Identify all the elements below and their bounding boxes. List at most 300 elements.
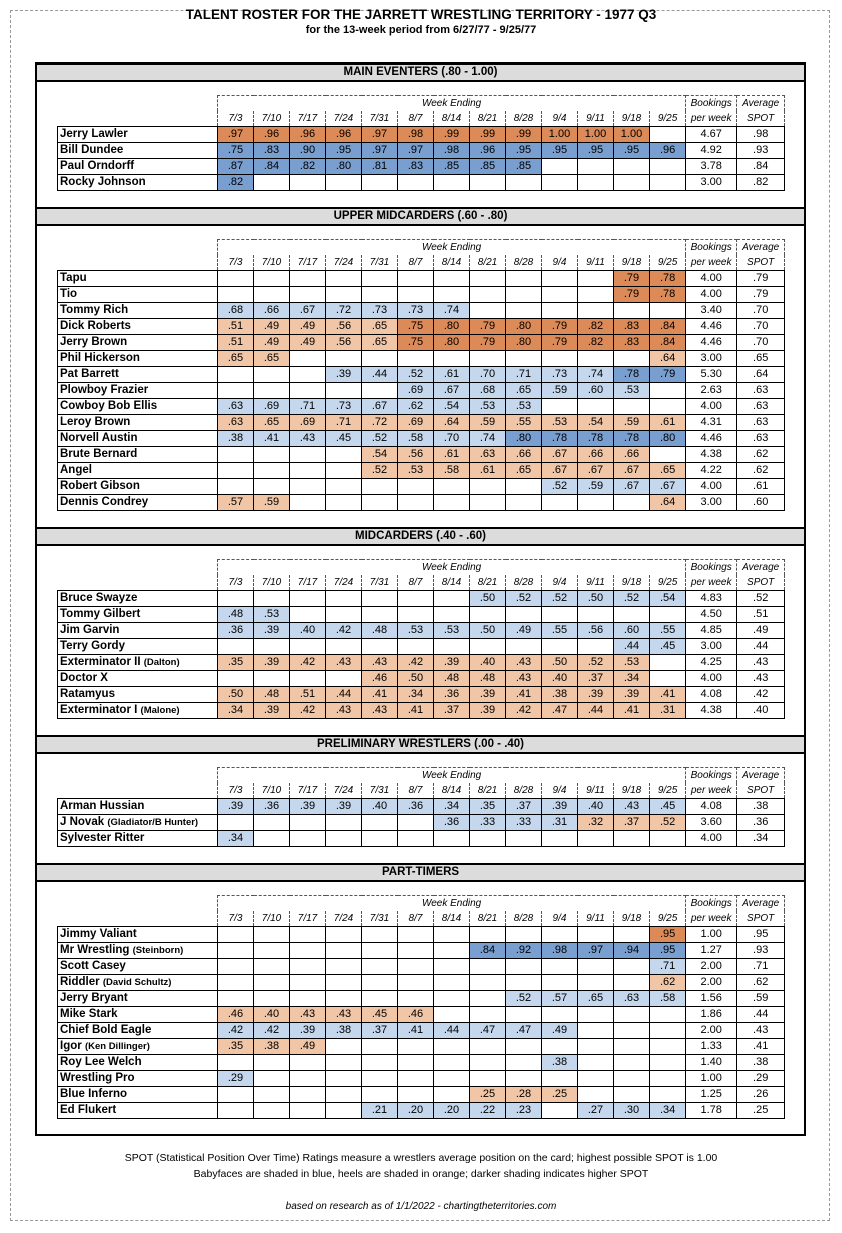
table-row [58, 799, 785, 815]
spot-cell [218, 463, 254, 479]
table-row [58, 175, 785, 191]
spot-cell [362, 831, 398, 847]
spot-cell: .81 [362, 159, 398, 175]
wrestler-name-text: Dick Roberts [60, 320, 131, 332]
week-header: 8/7 [398, 255, 434, 271]
spot-cell [218, 639, 254, 655]
spot-cell: .59 [254, 495, 290, 511]
average-spot-value: .25 [737, 1103, 785, 1119]
wrestler-name [58, 159, 218, 175]
spot-cell: .64 [650, 351, 686, 367]
week-header: 8/28 [506, 111, 542, 127]
wrestler-name-text: Dennis Condrey [60, 496, 149, 508]
spot-cell: .67 [650, 479, 686, 495]
spot-header: Average [737, 240, 785, 256]
spot-cell: .36 [254, 799, 290, 815]
spot-cell: .78 [614, 431, 650, 447]
spot-cell: .65 [506, 383, 542, 399]
spot-cell: .34 [218, 831, 254, 847]
spot-cell: .39 [470, 703, 506, 719]
average-spot-value: .93 [737, 943, 785, 959]
spot-cell [290, 927, 326, 943]
average-spot-value: .42 [737, 687, 785, 703]
week-header: 7/17 [290, 911, 326, 927]
wrestler-name [58, 287, 218, 303]
section-header: PRELIMINARY WRESTLERS (.00 - .40) [37, 735, 804, 754]
spot-cell: .44 [326, 687, 362, 703]
spot-cell [506, 1071, 542, 1087]
bookings-value: 4.38 [686, 703, 737, 719]
wrestler-name-text: Leroy Brown [60, 416, 131, 428]
spot-cell: .71 [650, 959, 686, 975]
wrestler-name [58, 1087, 218, 1103]
spot-cell [578, 271, 614, 287]
spot-cell [290, 175, 326, 191]
table-row [58, 943, 785, 959]
spot-cell: .65 [254, 351, 290, 367]
spot-cell [650, 1007, 686, 1023]
spot-cell: .56 [326, 335, 362, 351]
spot-cell: .65 [218, 351, 254, 367]
spot-cell [650, 1071, 686, 1087]
wrestler-name [58, 367, 218, 383]
spot-cell [254, 831, 290, 847]
wrestler-name [58, 799, 218, 815]
spot-cell [542, 351, 578, 367]
spot-cell [578, 1039, 614, 1055]
spot-cell: .70 [434, 431, 470, 447]
spot-cell [290, 479, 326, 495]
wrestler-name-text: Phil Hickerson [60, 352, 140, 364]
spot-cell [254, 287, 290, 303]
bookings-value: 4.00 [686, 831, 737, 847]
spot-cell: .45 [650, 639, 686, 655]
spot-cell [542, 1039, 578, 1055]
spot-cell [362, 1071, 398, 1087]
week-header: 8/14 [434, 911, 470, 927]
week-header: 8/14 [434, 111, 470, 127]
table-row [58, 671, 785, 687]
spot-cell [470, 495, 506, 511]
spot-cell: .51 [218, 319, 254, 335]
spot-cell [650, 175, 686, 191]
spot-cell: .84 [254, 159, 290, 175]
spot-cell [290, 1071, 326, 1087]
bookings-value: 3.60 [686, 815, 737, 831]
section-header: MIDCARDERS (.40 - .60) [37, 527, 804, 546]
spot-cell: .63 [218, 415, 254, 431]
spot-cell: .39 [542, 799, 578, 815]
wrestler-name [58, 127, 218, 143]
spot-cell: .42 [254, 1023, 290, 1039]
bookings-header-sub: per week [686, 111, 737, 127]
spot-cell: .65 [362, 319, 398, 335]
spot-cell [290, 591, 326, 607]
spot-cell: .40 [254, 1007, 290, 1023]
spot-cell: .47 [542, 703, 578, 719]
wrestler-name [58, 1055, 218, 1071]
spot-cell: .75 [398, 319, 434, 335]
average-spot-value: .61 [737, 479, 785, 495]
table-row [58, 447, 785, 463]
spot-cell: .40 [470, 655, 506, 671]
spot-cell: .34 [398, 687, 434, 703]
spot-cell [650, 607, 686, 623]
bookings-header: Bookings [686, 96, 737, 112]
spot-cell: .95 [542, 143, 578, 159]
spot-cell: .36 [434, 815, 470, 831]
spot-cell: .59 [614, 415, 650, 431]
spot-cell [614, 175, 650, 191]
spot-cell [434, 975, 470, 991]
week-ending-label: Week Ending [218, 96, 686, 112]
wrestler-name-text: Doctor X [60, 672, 108, 684]
wrestler-name [58, 303, 218, 319]
spot-cell [254, 447, 290, 463]
bookings-value: 2.00 [686, 959, 737, 975]
spot-cell [290, 943, 326, 959]
wrestler-name [58, 943, 218, 959]
spot-cell: .82 [578, 319, 614, 335]
table-row [58, 127, 785, 143]
spot-cell [398, 959, 434, 975]
spot-cell: .53 [470, 399, 506, 415]
week-header: 9/4 [542, 911, 578, 927]
spot-cell [362, 495, 398, 511]
spot-cell [362, 287, 398, 303]
table-row [58, 1023, 785, 1039]
spot-cell [470, 991, 506, 1007]
spot-cell [218, 479, 254, 495]
spot-cell: .49 [542, 1023, 578, 1039]
spot-cell: .35 [218, 655, 254, 671]
spot-cell [218, 1055, 254, 1071]
spot-cell [362, 1039, 398, 1055]
spot-cell [470, 271, 506, 287]
spot-cell [542, 271, 578, 287]
spot-cell: .53 [398, 623, 434, 639]
average-spot-value: .62 [737, 975, 785, 991]
wrestler-name [58, 607, 218, 623]
week-header: 7/10 [254, 783, 290, 799]
spot-cell [254, 463, 290, 479]
bookings-value: 4.50 [686, 607, 737, 623]
week-header: 8/21 [470, 783, 506, 799]
spot-cell: .73 [398, 303, 434, 319]
spot-cell [326, 815, 362, 831]
spot-cell: .54 [578, 415, 614, 431]
spot-cell: .46 [362, 671, 398, 687]
wrestler-name-text: Riddler [60, 976, 100, 988]
spot-cell: .31 [650, 703, 686, 719]
week-header: 9/4 [542, 783, 578, 799]
spot-cell [362, 959, 398, 975]
wrestler-name-text: Angel [60, 464, 92, 476]
table-row [58, 607, 785, 623]
spot-cell [362, 383, 398, 399]
spot-cell [650, 159, 686, 175]
bookings-value: 1.86 [686, 1007, 737, 1023]
bookings-header: Bookings [686, 240, 737, 256]
spot-cell: .63 [614, 991, 650, 1007]
week-header: 8/7 [398, 911, 434, 927]
bookings-header-sub: per week [686, 911, 737, 927]
spot-cell: .65 [650, 463, 686, 479]
spot-cell: .53 [398, 463, 434, 479]
bookings-value: 4.83 [686, 591, 737, 607]
spot-cell: .38 [542, 687, 578, 703]
spot-cell [290, 1103, 326, 1119]
spot-cell [470, 1007, 506, 1023]
bookings-value: 4.08 [686, 687, 737, 703]
spot-cell: .52 [542, 479, 578, 495]
spot-cell [470, 175, 506, 191]
bookings-value: 3.00 [686, 175, 737, 191]
spot-cell [254, 671, 290, 687]
spot-cell: .67 [542, 447, 578, 463]
spot-cell [290, 959, 326, 975]
table-row [58, 367, 785, 383]
spot-cell [578, 1007, 614, 1023]
spot-cell [254, 591, 290, 607]
spot-cell: .45 [650, 799, 686, 815]
spot-cell [398, 1087, 434, 1103]
spot-cell: .85 [434, 159, 470, 175]
spot-cell: .43 [506, 655, 542, 671]
spot-cell [434, 351, 470, 367]
spot-cell: .79 [542, 335, 578, 351]
spot-cell: .40 [362, 799, 398, 815]
bookings-value: 1.00 [686, 927, 737, 943]
spot-cell [434, 175, 470, 191]
wrestler-alias: (Malone) [140, 705, 180, 716]
week-header: 7/31 [362, 575, 398, 591]
spot-cell: .83 [614, 335, 650, 351]
week-header: 9/25 [650, 783, 686, 799]
spot-cell [326, 463, 362, 479]
spot-cell: .41 [506, 687, 542, 703]
spot-cell: .37 [362, 1023, 398, 1039]
spot-cell: .37 [578, 671, 614, 687]
section-header: PART-TIMERS [37, 863, 804, 882]
spot-cell [398, 175, 434, 191]
spot-cell [290, 367, 326, 383]
spot-cell: .80 [434, 335, 470, 351]
header-spacer [58, 575, 218, 591]
spot-cell [218, 591, 254, 607]
spot-cell [542, 959, 578, 975]
spot-cell [254, 1071, 290, 1087]
spot-cell [614, 975, 650, 991]
spot-cell [506, 1007, 542, 1023]
spot-cell [398, 943, 434, 959]
spot-cell: .75 [218, 143, 254, 159]
week-header: 8/28 [506, 255, 542, 271]
wrestler-name [58, 319, 218, 335]
spot-cell [362, 975, 398, 991]
spot-cell [218, 1087, 254, 1103]
wrestler-name [58, 1023, 218, 1039]
wrestler-name-text: Norvell Austin [60, 432, 138, 444]
week-header: 8/28 [506, 911, 542, 927]
header-spacer [58, 896, 218, 912]
spot-cell [434, 831, 470, 847]
bookings-value: 5.30 [686, 367, 737, 383]
spot-cell [254, 1055, 290, 1071]
spot-cell: .45 [362, 1007, 398, 1023]
spot-cell: .39 [254, 655, 290, 671]
week-header: 7/31 [362, 911, 398, 927]
spot-cell: .45 [326, 431, 362, 447]
spot-cell: .79 [614, 271, 650, 287]
spot-cell: .69 [398, 383, 434, 399]
spot-cell: .48 [254, 687, 290, 703]
average-spot-value: .59 [737, 991, 785, 1007]
spot-cell: .46 [218, 1007, 254, 1023]
spot-cell: .38 [254, 1039, 290, 1055]
spot-cell [650, 127, 686, 143]
spot-cell: .37 [506, 799, 542, 815]
spot-cell: .60 [578, 383, 614, 399]
spot-cell [326, 943, 362, 959]
spot-cell [362, 1055, 398, 1071]
wrestler-alias: (Ken Dillinger) [84, 1041, 150, 1052]
spot-cell: .80 [506, 335, 542, 351]
table-row [58, 815, 785, 831]
spot-cell: .74 [434, 303, 470, 319]
spot-header-sub: SPOT [737, 255, 785, 271]
spot-cell: .60 [614, 623, 650, 639]
bookings-value: 2.00 [686, 1023, 737, 1039]
spot-cell [218, 367, 254, 383]
spot-cell: .79 [650, 367, 686, 383]
spot-cell [650, 303, 686, 319]
wrestler-name [58, 639, 218, 655]
spot-cell [614, 303, 650, 319]
spot-cell: .52 [362, 431, 398, 447]
week-header: 7/24 [326, 255, 362, 271]
spot-cell [254, 815, 290, 831]
spot-cell: .59 [470, 415, 506, 431]
spot-cell: .95 [326, 143, 362, 159]
spot-cell [326, 479, 362, 495]
week-header: 7/3 [218, 783, 254, 799]
page-title: TALENT ROSTER FOR THE JARRETT WRESTLING TERRITORY - 1977 Q3 [185, 7, 657, 22]
spot-cell: .53 [434, 623, 470, 639]
week-header: 7/24 [326, 111, 362, 127]
week-header: 9/25 [650, 911, 686, 927]
spot-cell [326, 591, 362, 607]
spot-cell: 1.00 [542, 127, 578, 143]
average-spot-value: .44 [737, 1007, 785, 1023]
spot-cell: .31 [542, 815, 578, 831]
spot-cell [578, 959, 614, 975]
spot-cell: .83 [398, 159, 434, 175]
average-spot-value: .43 [737, 671, 785, 687]
spot-cell [434, 1071, 470, 1087]
spot-cell [578, 639, 614, 655]
spot-cell [614, 1055, 650, 1071]
week-header: 7/17 [290, 255, 326, 271]
spot-cell: .73 [542, 367, 578, 383]
spot-cell [290, 639, 326, 655]
average-spot-value: .60 [737, 495, 785, 511]
wrestler-name [58, 959, 218, 975]
bookings-value: 4.25 [686, 655, 737, 671]
spot-cell [578, 351, 614, 367]
average-spot-value: .62 [737, 463, 785, 479]
bookings-value: 2.63 [686, 383, 737, 399]
table-row [58, 399, 785, 415]
spot-cell: .85 [470, 159, 506, 175]
spot-cell: .52 [578, 655, 614, 671]
spot-cell: .66 [506, 447, 542, 463]
wrestler-alias: (David Schultz) [102, 977, 172, 988]
bookings-value: 1.00 [686, 1071, 737, 1087]
spot-cell: .47 [470, 1023, 506, 1039]
spot-cell: .62 [398, 399, 434, 415]
spot-cell: .39 [254, 703, 290, 719]
spot-header: Average [737, 560, 785, 576]
spot-cell [614, 159, 650, 175]
spot-cell [650, 1039, 686, 1055]
table-row [58, 1007, 785, 1023]
spot-cell [326, 671, 362, 687]
spot-header: Average [737, 768, 785, 784]
spot-cell [254, 959, 290, 975]
spot-cell: .71 [506, 367, 542, 383]
table-row [58, 623, 785, 639]
spot-header-sub: SPOT [737, 783, 785, 799]
spot-cell: .69 [290, 415, 326, 431]
week-header: 8/14 [434, 255, 470, 271]
spot-cell: .73 [326, 399, 362, 415]
spot-cell [326, 927, 362, 943]
wrestler-name-text: Rocky Johnson [60, 176, 146, 188]
average-spot-value: .38 [737, 799, 785, 815]
header-spacer [58, 560, 218, 576]
spot-cell: .87 [218, 159, 254, 175]
bookings-value: 1.78 [686, 1103, 737, 1119]
average-spot-value: .43 [737, 1023, 785, 1039]
roster-table [57, 559, 785, 719]
spot-cell [398, 607, 434, 623]
week-header: 8/28 [506, 575, 542, 591]
spot-cell [326, 1055, 362, 1071]
week-header: 8/14 [434, 575, 470, 591]
spot-cell [434, 943, 470, 959]
spot-cell [398, 479, 434, 495]
bookings-value: 1.56 [686, 991, 737, 1007]
footer-spot-note: SPOT (Statistical Position Over Time) Ratings measure a wrestlers average position on the card; highest possible SPOT is 1.00 [124, 1152, 718, 1164]
wrestler-name-text: Exterminator II [60, 656, 141, 668]
week-header: 9/4 [542, 111, 578, 127]
spot-cell: .42 [506, 703, 542, 719]
spot-cell [434, 591, 470, 607]
week-header: 9/25 [650, 111, 686, 127]
spot-cell [326, 1039, 362, 1055]
week-header: 9/4 [542, 255, 578, 271]
spot-cell [542, 1103, 578, 1119]
spot-cell: .41 [650, 687, 686, 703]
spot-cell [218, 959, 254, 975]
average-spot-value: .63 [737, 399, 785, 415]
bookings-value: 3.00 [686, 639, 737, 655]
spot-cell: .21 [362, 1103, 398, 1119]
table-row [58, 655, 785, 671]
spot-cell: .78 [542, 431, 578, 447]
week-ending-label: Week Ending [218, 240, 686, 256]
